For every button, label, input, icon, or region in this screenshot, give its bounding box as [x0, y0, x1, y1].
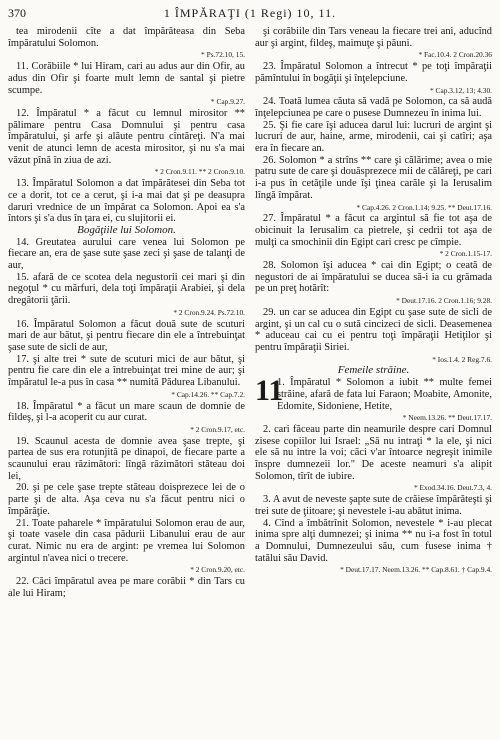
verse-text: 18. Împăratul * a făcut un mare scaun de domnie de fildeş, şi l-a acoperit cu aur curat.: [8, 400, 245, 424]
verse-text: 13. Împăratul Solomon a dat împărătesei din Seba tot ce a dorit, tot ce a cerut, şi i-a mai dat şi pe deasupra daruri vrednice de un împărat ca Solomon. Apoi ea s'a întors şi s'a dus în ţara ei, cu slujitorii ei.: [8, 178, 245, 225]
page-number: 370: [8, 6, 26, 20]
cross-reference: * Ps.72.10, 15.: [201, 50, 245, 60]
verse-text: 20. şi pe cele şase trepte stăteau doisprezece lei de o parte şi de alta. Aşa ceva nu s'a făcut pentru nici o împărăţie.: [8, 482, 245, 517]
verse-text: 19. Scaunul acesta de domnie avea şase trepte, şi partea de sus era rotunjită pe dinapoi, de fiecare parte a scaunului erau răzimători: lîngă răzimători stăteau doi lei,: [8, 435, 245, 482]
verse-text: 28. Solomon îşi aducea * cai din Egipt; o ceată de negustori de ai împăratului se ducea să-i ia cu grămada pe un preţ hotărît:: [255, 260, 492, 295]
cross-reference: * Deut.17.16. 2 Cron.1.16; 9.28.: [396, 296, 492, 306]
verse-text: 16. Împăratul Solomon a făcut două sute de scuturi mari de aur bătut, şi pentru fiecare din ele a întrebuinţat şase sute de sicli de aur,: [8, 318, 245, 353]
verse-text: 23. Împăratul Solomon a întrecut * pe toţi împăraţii pămîntului în bogăţii şi înţelepciune.: [255, 61, 492, 84]
section-heading: Bogăţiile lui Solomon.: [77, 223, 176, 236]
chapter-start: [255, 374, 492, 412]
cross-reference: * Cap.4.26. 2 Cron.1.14; 9.25. ** Deut.17.16.: [356, 202, 492, 212]
cross-reference: * Deut.17.17. Neem.13.26. ** Cap.8.61. † Cap.9.4.: [340, 565, 492, 575]
cross-reference: * 2 Cron.9.11. ** 2 Cron.9.10.: [154, 167, 245, 177]
verse-text: 1. Împăratul * Solomon a iubit ** multe femei străine, afară de fata lui Faraon; Moabite, Amonite, Edomite, Sidoniene, Hetite,: [277, 377, 492, 412]
verse-text: 27. Împăratul * a făcut ca argintul să fie tot aşa de obicinuit la Ierusalim ca pietrele, şi cedrii tot aşa de mulţi ca smochinii din Egipt cari cresc pe cîmpie.: [255, 213, 492, 248]
verse-text: 14. Greutatea aurului care venea lui Solomon pe fiecare an, era de şase sute şase zeci şi şase de talanţi de aur,: [8, 236, 245, 272]
section-heading: Femeile străine.: [337, 364, 410, 377]
verse-text: 11. Corăbiile * lui Hiram, cari au adus aur din Ofir, au adus din Ofir şi foarte mult lemn de santal şi pietre scumpe.: [8, 61, 245, 96]
cross-reference: * Cap.9.27.: [210, 97, 245, 107]
chapter-number: 11: [255, 374, 284, 408]
right-column: [255, 26, 492, 599]
cross-reference: * 2 Cron.1.15-17.: [439, 249, 492, 259]
page-header: [8, 6, 492, 22]
verse-text: 26. Solomon * a strîns ** care şi călărime; avea o mie patru sute de care şi douăsprezece mii de călăreţi, pe cari i-a pus în cetăţile unde îşi ţinea carăle şi la Ierusalim lîngă împărat.: [255, 154, 492, 201]
cross-reference: * 2 Cron.9.17, etc.: [190, 424, 245, 434]
cross-reference: * 2 Cron.9.20, etc.: [190, 565, 245, 575]
verse-text: 3. A avut de neveste şapte sute de crăiese împărăteşti şi trei sute de ţiitoare; şi nevestele i-au abătut inima.: [255, 494, 492, 517]
cross-reference: * Exod.34.16. Deut.7.3, 4.: [413, 483, 492, 493]
left-column: [8, 26, 245, 599]
cross-reference: * Neem.13.26. ** Deut.17.17.: [402, 413, 492, 423]
verse-text: 24. Toată lumea căuta să vadă pe Solomon, ca să audă înţelepciunea pe care o pusese Dumnezeu în inima lui.: [255, 96, 492, 119]
verse-text: 21. Toate paharele * împăratului Solomon erau de aur, şi toate vasele din casa pădurii Libanului erau de aur curat. Nimic nu era de argint: pe vremea lui Solomon argintul n'avea nici o trecere.: [8, 517, 245, 564]
verse-text: 25. Şi fie care îşi aducea darul lui: lucruri de argint şi lucruri de aur, haine, arme, mirodenii, cai şi catîri; aşa era în fiecare an.: [255, 119, 492, 155]
verse-text: 29. un car se aducea din Egipt cu şase sute de sicli de argint, şi un cal cu o sută cincizeci de sicli. Deasemenea * aduceau cai cu ei pentru toţi împăraţii Hetiţilor şi pentru împăraţii Siriei.: [255, 306, 492, 353]
verse-text: 12. Împăratul * a făcut cu lemnul mirositor ** pălimare pentru Casa Domnului şi pentru casa împăratului, şi arfe şi alăute pentru cîntăreţi. N'a mai venit de atunci lemn de acesta mirositor, şi nu s'a mai văzut pînă în ziua de azi.: [8, 107, 245, 166]
cross-reference: * Cap.3.12, 13; 4.30.: [430, 85, 492, 95]
verse-text: 17. şi alte trei * sute de scuturi mici de aur bătut, şi pentru fie care din ele a întrebuinţat trei mine de aur; şi împăratul le-a pus în casa ** numită Pădurea Libanului.: [8, 353, 245, 389]
cross-reference: * 2 Cron.9.24. Ps.72.10.: [173, 307, 245, 317]
verse-text: şi corăbiile din Tars veneau la fiecare trei ani, aducînd aur şi argint, fildeş, maimuţe şi păuni.: [255, 26, 492, 49]
text-columns: [8, 26, 492, 599]
cross-reference: * Fac.10.4. 2 Cron.20.36: [418, 50, 492, 60]
cross-reference: * Cap.14.26. ** Cap.7.2.: [171, 389, 245, 399]
running-title: 1 ÎMPĂRAŢI (1 Regi) 10, 11.: [163, 6, 337, 20]
cross-reference: * Ios.1.4. 2 Reg.7.6.: [432, 354, 492, 364]
verse-text: tea mirodenii cîte a dat împărăteasa din Seba împăratului Solomon.: [8, 26, 245, 49]
verse-text: 2. cari făceau parte din neamurile despre cari Domnul zisese copiilor lui Israel: „Să nu intraţi * la ele, şi nici ele să nu intre la voi; căci v'ar întoarce negreşit inimile înspre dumnezeii lor." De aceste neamuri s'a alipit Solomon, tîrît de iubire.: [255, 423, 492, 482]
verse-text: 4. Cînd a îmbătrînit Solomon, nevestele * i-au plecat inima spre alţi dumnezei; şi inima ** nu i-a fost în totul a Domnului, Dumnezeului său, cum fusese inima † tatălui său David.: [255, 517, 492, 564]
verse-text: 15. afară de ce scotea dela negustorii cei mari şi din negoţul * cu mărfuri, dela toţi împăraţii Arabiei, şi dela dregătorii ţării.: [8, 271, 245, 307]
verse-text: 22. Căci împăratul avea pe mare corăbii * din Tars cu ale lui Hiram;: [8, 576, 245, 599]
